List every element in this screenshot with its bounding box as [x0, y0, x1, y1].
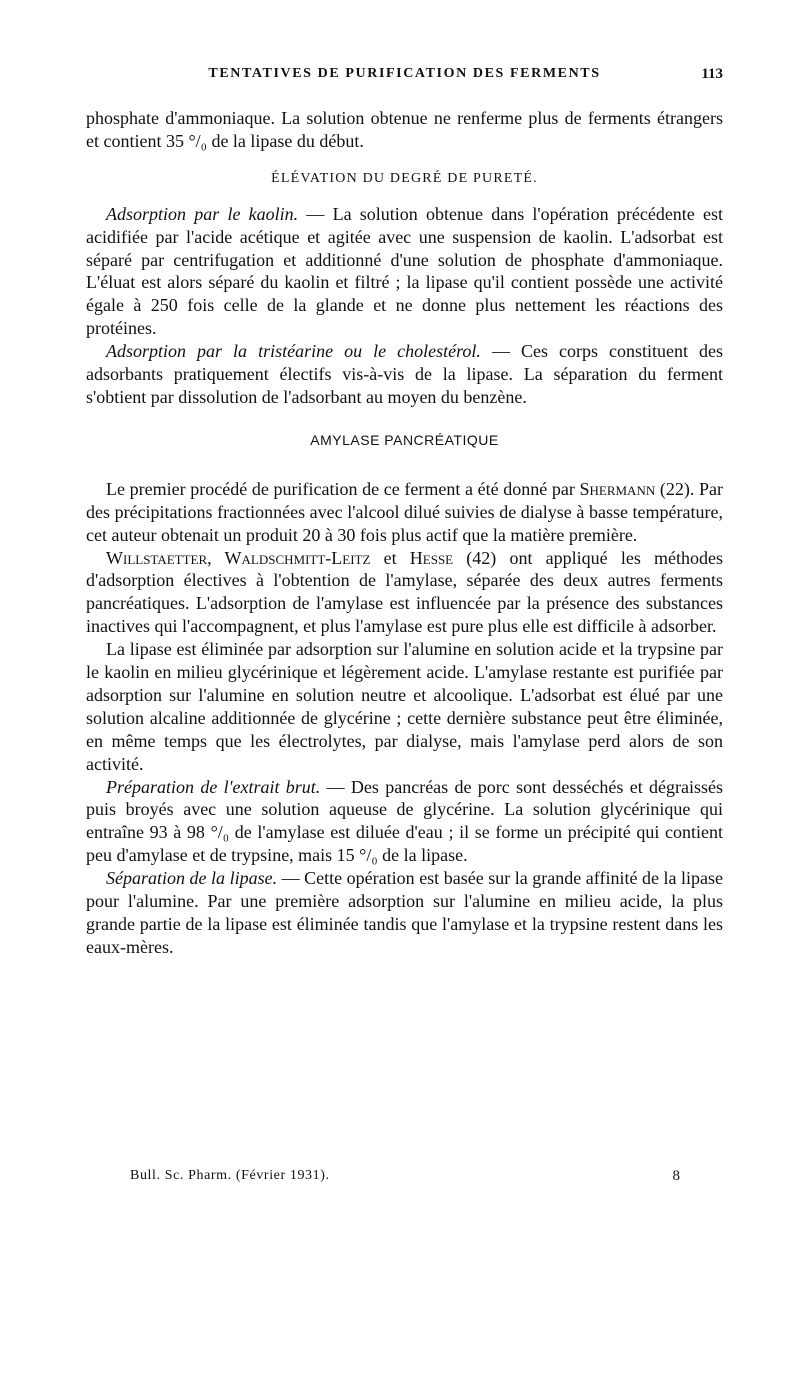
paragraph-title: Adsorption par la tristéarine ou le cholestérol. [106, 341, 481, 362]
paragraph-continued: phosphate d'ammoniaque. La solution obtenue ne renferme plus de ferments étrangers et contient 35 °/₀ de la lipase du début. [86, 108, 723, 151]
paragraph-tristearine: Adsorption par la tristéarine ou le cholestérol. — Ces corps constituent des adsorbants pratiquement électifs vis-à-vis de la lipase. La séparation du ferment s'obtient par dissolution de l'adsorbant au moyen du benzène. [86, 341, 723, 407]
paragraph-shermann: Le premier procédé de purification de ce ferment a été donné par Shermann (22). Par des précipitations fractionnées avec l'alcool dilué suivies de dialyse à basse température, cet auteur obtenait un produit 20 à 30 fois plus actif que la matière première. [86, 478, 723, 545]
paragraph-extrait-brut: Préparation de l'extrait brut. — Des pancréas de porc sont desséchés et dégraissés puis broyés avec une solution aqueuse de glycérine. La solution glycérinique qui entraîne 93 à 98 °/₀ de l'amylase est diluée d'eau ; il se forme un précipité qui contient peu d'amylase et de trypsine, mais 15 °/₀ de la lipase. [86, 776, 723, 866]
author-name: Shermann [579, 478, 656, 499]
paragraph-kaolin: Adsorption par le kaolin. — La solution obtenue dans l'opération précédente est acidifiée par l'acide acétique et agitée avec une suspension de kaolin. L'adsorbat est séparé par centrifugation et additionné d'une solution de phosphate d'ammoniaque. L'éluat est alors séparé du kaolin et filtré ; la lipase qu'il contient possède une activité égale à 250 fois celle de la glande et ne donne plus nettement les réactions des protéines. [86, 203, 724, 339]
section-heading-amylase: AMYLASE PANCRÉATIQUE [310, 431, 499, 448]
paragraph-separation-lipase: Séparation de la lipase. — Cette opération est basée sur la grande affinité de la lipase pour l'alumine. Par une première adsorption sur l'alumine en milieu acide, la plus grande partie de la lipase est éliminée tandis que l'amylase et la trypsine restent dans les eaux-mères. [86, 868, 724, 957]
running-title: TENTATIVES DE PURIFICATION DES FERMENTS [208, 66, 601, 81]
author-name: Hesse [409, 547, 454, 568]
author-names: Willstaetter, Waldschmitt-Leitz [106, 547, 371, 568]
running-header [86, 66, 723, 88]
paragraph-title: Séparation de la lipase. [106, 868, 278, 889]
body-text [86, 107, 723, 959]
paragraph-willstaetter: Willstaetter, Waldschmitt-Leitz et Hesse (42) ont appliqué les méthodes d'adsorption électives à l'obtention de l'amylase, séparée des deux autres ferments pancréatiques. L'adsorption de l'amylase est influencée par la présence des substances inactives qui l'accompagnent, et plus l'amylase est pure plus elle est difficile à adsorber. [86, 547, 723, 637]
paragraph-title: Préparation de l'extrait brut. [106, 776, 321, 797]
section-heading-purity: ÉLÉVATION DU DEGRÉ DE PURETÉ. [271, 170, 538, 186]
page-number: 113 [701, 66, 723, 82]
paragraph-lipase-elimination: La lipase est éliminée par adsorption sur l'alumine en solution acide et la trypsine par le kaolin en milieu glycérinique et légèrement acide. L'amylase restante est purifiée par adsorption sur l'alumine en solution neutre et alcoolique. L'adsorbat est élué par une solution alcaline additionnée de glycérine ; cette dernière substance peut être éliminée, en même temps que les électrolytes, par dialyse, mais l'amylase perd alors de son activité. [86, 639, 723, 774]
journal-reference: Bull. Sc. Pharm. (Février 1931). [130, 1168, 330, 1183]
paragraph-title: Adsorption par le kaolin. [106, 203, 299, 224]
signature-mark: 8 [672, 1168, 680, 1184]
